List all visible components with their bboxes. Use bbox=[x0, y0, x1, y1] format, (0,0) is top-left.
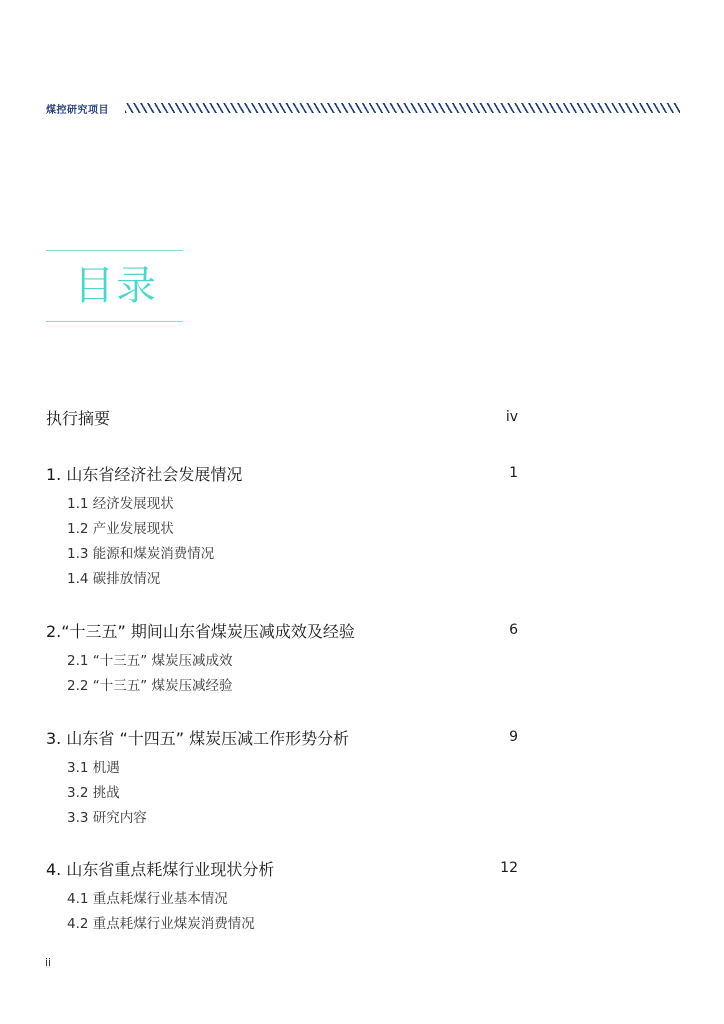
footer-page-number: ii bbox=[45, 956, 52, 969]
toc-entry-page: 9 bbox=[509, 729, 518, 745]
toc-subentry[interactable]: 1.3 能源和煤炭消费情况 bbox=[67, 546, 215, 562]
toc-entry-label: 执行摘要 bbox=[46, 408, 111, 428]
toc-entry-chapter-3[interactable] bbox=[46, 726, 518, 748]
toc-entry-chapter-1[interactable] bbox=[46, 462, 518, 484]
page-title: 目录 bbox=[74, 263, 158, 309]
toc-subentry[interactable]: 1.4 碳排放情况 bbox=[67, 571, 161, 587]
toc-subentry[interactable]: 1.2 产业发展现状 bbox=[67, 521, 174, 537]
toc-entry-executive-summary[interactable] bbox=[46, 406, 518, 428]
toc-entry-chapter-2[interactable] bbox=[46, 619, 518, 641]
toc-entry-chapter-4[interactable] bbox=[46, 857, 518, 879]
toc-subentry[interactable]: 3.2 挑战 bbox=[67, 785, 120, 801]
toc-subentry[interactable]: 2.2 “十三五” 煤炭压减经验 bbox=[67, 678, 233, 694]
toc-entry-page: 1 bbox=[509, 465, 518, 481]
toc-entry-page: 12 bbox=[500, 860, 518, 876]
toc-entry-label: 4. 山东省重点耗煤行业现状分析 bbox=[46, 859, 275, 879]
running-header bbox=[46, 100, 680, 116]
toc-subentry[interactable]: 3.1 机遇 bbox=[67, 760, 120, 776]
toc-entry-page: iv bbox=[505, 409, 518, 425]
toc-entry-label: 2.“十三五” 期间山东省煤炭压减成效及经验 bbox=[46, 621, 355, 641]
header-hatch-decoration bbox=[125, 103, 680, 113]
toc-entry-page: 6 bbox=[509, 622, 518, 638]
title-box bbox=[46, 250, 183, 322]
toc-subentry[interactable]: 1.1 经济发展现状 bbox=[67, 496, 174, 512]
header-label: 煤控研究项目 bbox=[46, 104, 109, 116]
toc-subentry[interactable]: 4.1 重点耗煤行业基本情况 bbox=[67, 891, 228, 907]
toc-subentry[interactable]: 3.3 研究内容 bbox=[67, 810, 147, 826]
toc-subentry[interactable]: 2.1 “十三五” 煤炭压减成效 bbox=[67, 653, 233, 669]
toc-entry-label: 1. 山东省经济社会发展情况 bbox=[46, 464, 243, 484]
toc-entry-label: 3. 山东省 “十四五” 煤炭压减工作形势分析 bbox=[46, 728, 350, 748]
toc-subentry[interactable]: 4.2 重点耗煤行业煤炭消费情况 bbox=[67, 916, 255, 932]
